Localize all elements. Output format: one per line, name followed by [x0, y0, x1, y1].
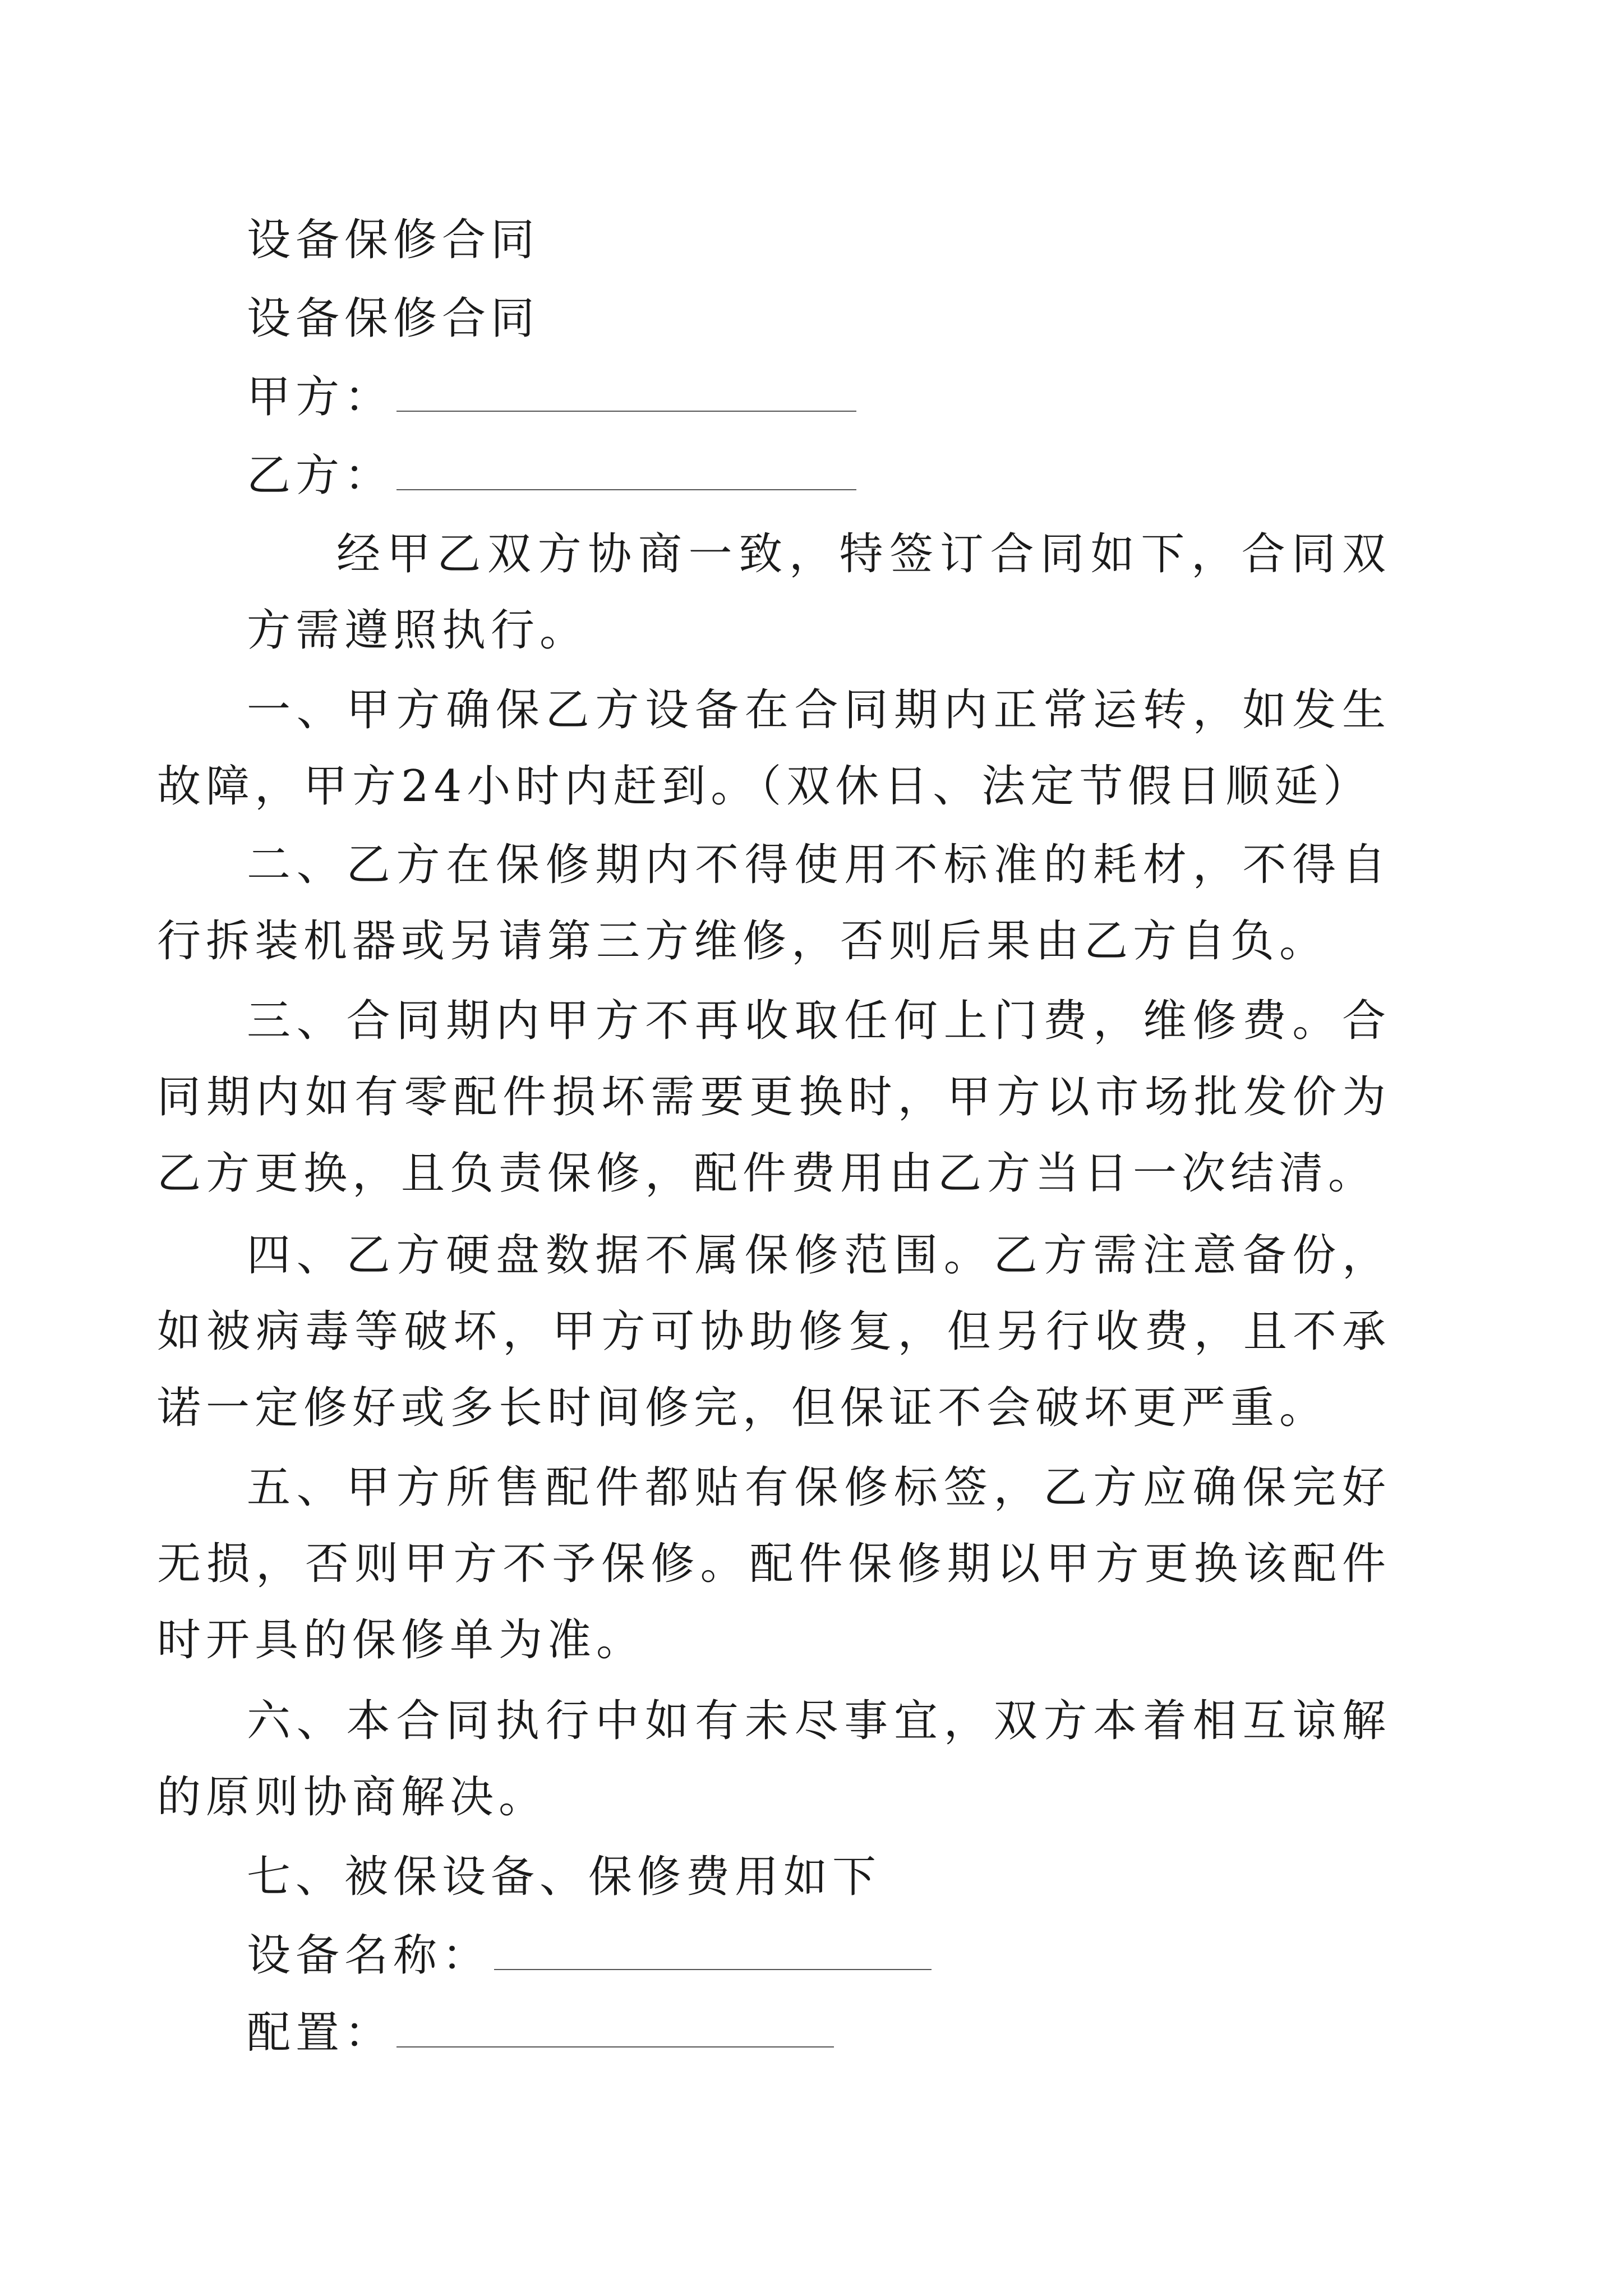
equipment-name-field — [247, 1917, 932, 1994]
clause-5: 五、甲方所售配件都贴有保修标签，乙方应确保完好无损，否则甲方不予保修。配件保修期以甲方更换该配件时开具的保修单为准。 — [157, 1462, 1391, 1665]
configuration-label: 配置： — [247, 2008, 394, 2058]
party-b-field — [247, 438, 856, 514]
document-title: 设备保修合同 — [247, 215, 540, 265]
clause-2: 二、乙方在保修期内不得使用不标准的耗材，不得自行拆装机器或另请第三方维修，否则后果由乙方自负。 — [157, 840, 1391, 967]
equipment-name-blank — [494, 1947, 932, 1970]
equipment-name-label: 设备名称： — [247, 1930, 491, 1981]
clause-3: 三、合同期内甲方不再收取任何上门费，维修费。合同期内如有零配件损坏需要更换时，甲方以市场批发价为乙方更换，且负责保修，配件费用由乙方当日一次结清。 — [157, 996, 1391, 1199]
party-a-field — [247, 359, 856, 435]
clause-6: 六、本合同执行中如有未尽事宜，双方本着相互谅解的原则协商解决。 — [157, 1696, 1391, 1823]
party-a-blank — [396, 388, 856, 412]
intro-paragraph: 经甲乙双方协商一致，特签订合同如下，合同双方需遵照执行。 — [247, 529, 1391, 656]
clause-4: 四、乙方硬盘数据不属保修范围。乙方需注意备份，如被病毒等破坏，甲方可协助修复，但另行收费，且不承诺一定修好或多长时间修完，但保证不会破坏更严重。 — [157, 1230, 1391, 1433]
party-b-blank — [396, 467, 856, 490]
party-b-label: 乙方： — [247, 450, 394, 501]
configuration-blank — [396, 2024, 834, 2047]
document-subtitle: 设备保修合同 — [247, 293, 540, 344]
clause-1: 一、甲方确保乙方设备在合同期内正常运转，如发生故障，甲方24小时内赶到。（双休日、法定节假日顺延） — [157, 685, 1391, 812]
configuration-field — [247, 1995, 834, 2071]
party-a-label: 甲方： — [247, 372, 394, 422]
clause-7: 七、被保设备、保修费用如下 — [247, 1852, 882, 1902]
